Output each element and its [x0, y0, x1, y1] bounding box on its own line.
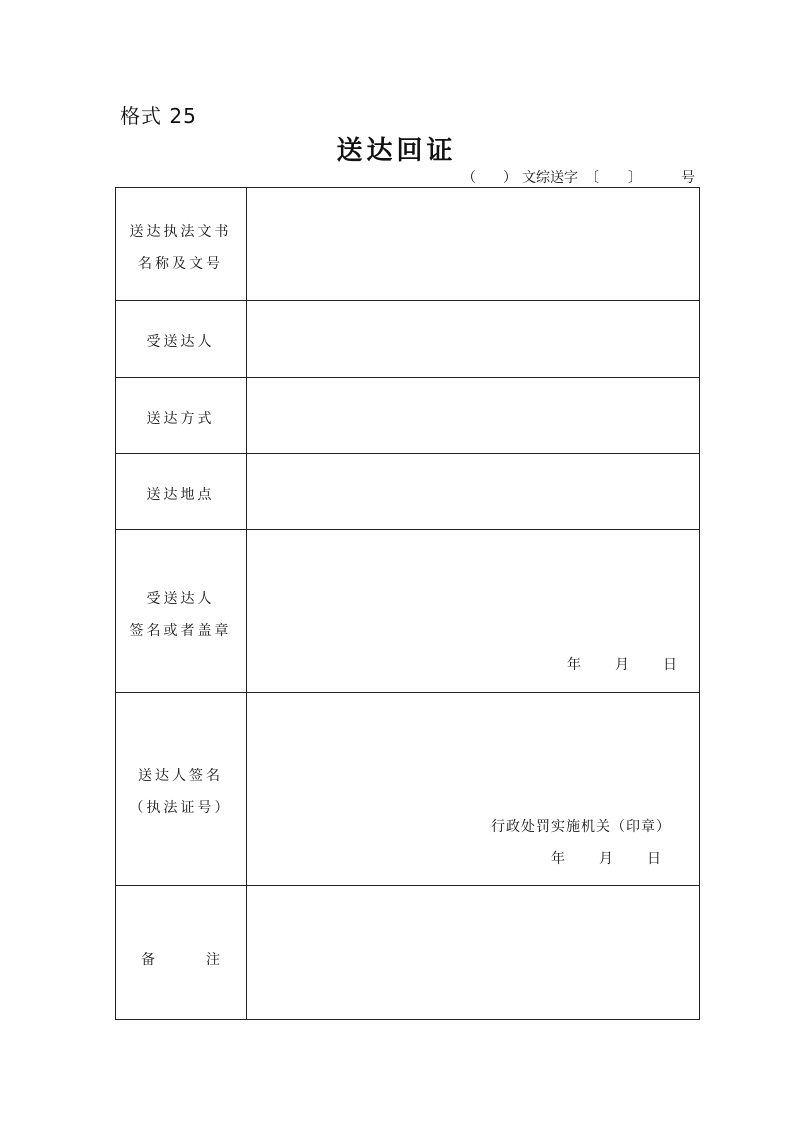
row-divider [115, 885, 700, 886]
label-remarks-right: 注 [206, 952, 220, 968]
label-service-method: 送达方式 [146, 411, 215, 427]
open-bracket: 〔 [585, 170, 599, 186]
label-document-name: 送达执法文书 名称及文号 [129, 224, 232, 272]
recipient-date-day: 日 [663, 657, 677, 673]
open-paren: （ [462, 170, 476, 186]
label-server-signature: 送达人签名 （执法证号） [129, 768, 232, 816]
row-divider [115, 300, 700, 301]
number-suffix: 号 [681, 170, 695, 186]
row-divider [115, 529, 700, 530]
label-remarks-left: 备 [141, 952, 155, 968]
format-label: 格式 25 [120, 104, 197, 128]
doc-type: 文综送字 [522, 170, 578, 186]
recipient-date-year: 年 [567, 657, 581, 673]
label-recipient: 受送达人 [146, 334, 215, 350]
row-divider [115, 692, 700, 693]
close-bracket: 〕 [628, 170, 642, 186]
document-number-line [0, 168, 793, 188]
server-date-day: 日 [647, 851, 661, 867]
label-service-location: 送达地点 [146, 487, 215, 503]
recipient-date-month: 月 [615, 657, 629, 673]
column-divider [246, 187, 247, 1020]
page-title: 送达回证 [336, 136, 457, 166]
row-divider [115, 377, 700, 378]
server-date-year: 年 [551, 851, 565, 867]
authority-seal-text: 行政处罚实施机关（印章） [491, 819, 671, 835]
row-divider [115, 453, 700, 454]
label-recipient-signature: 受送达人 签名或者盖章 [129, 591, 232, 639]
close-paren: ） [503, 170, 517, 186]
server-date-month: 月 [599, 851, 613, 867]
